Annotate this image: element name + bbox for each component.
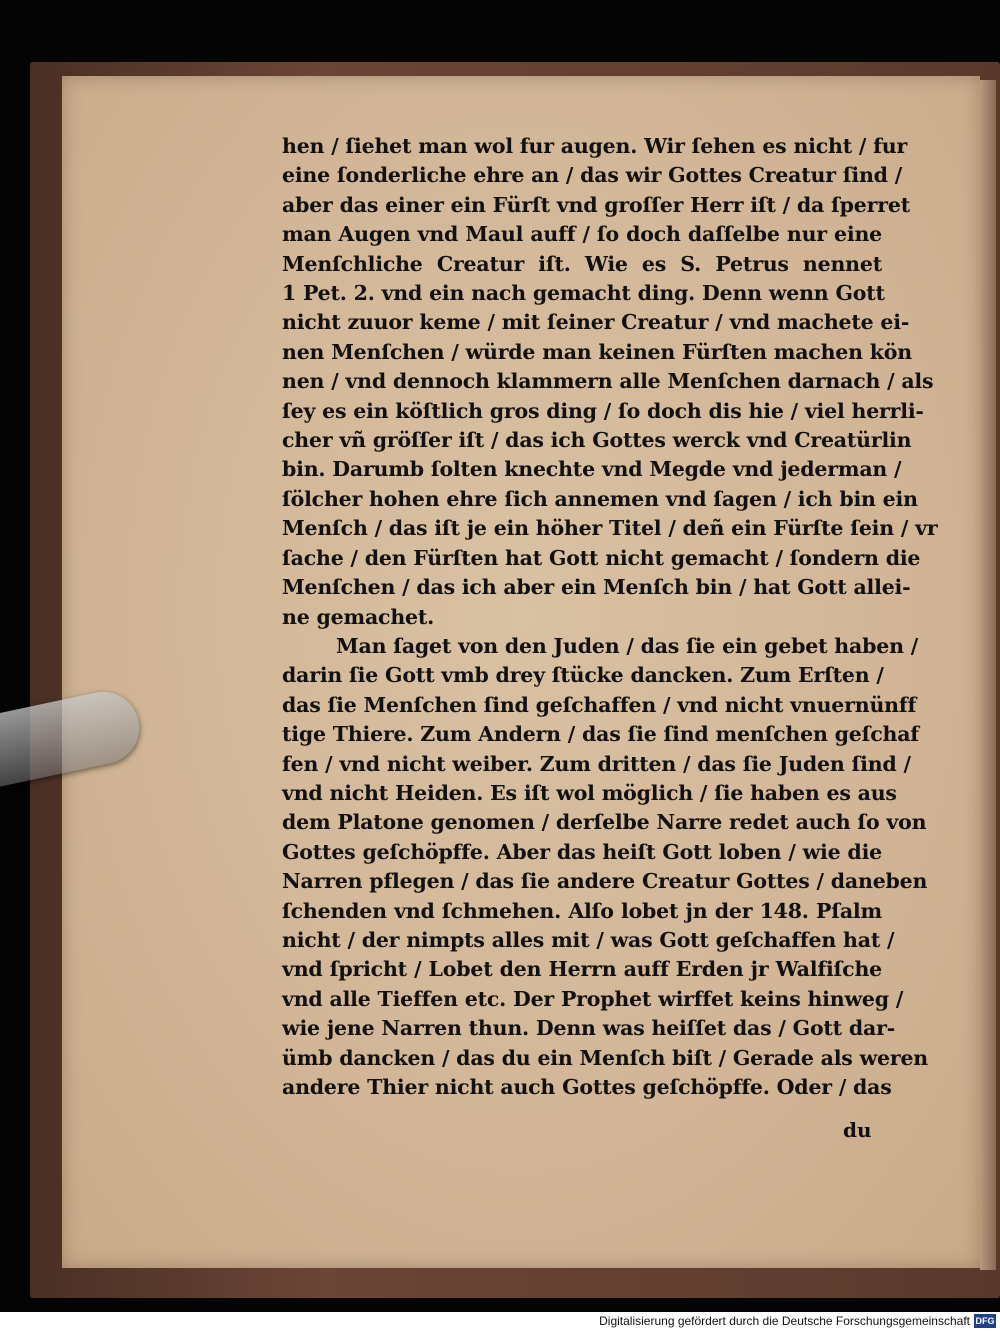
page-text [282, 132, 938, 1102]
text-line: fen / vnd nicht weiber. Zum dritten / das ſie Juden ſind / [282, 751, 911, 776]
text-line: ſey es ein köſtlich gros ding / ſo doch dis hie / viel herrli- [282, 398, 924, 423]
text-line: Menſchliche Creatur iſt. Wie es S. Petrus nennet [282, 251, 882, 276]
text-line: cher vñ gröſſer iſt / das ich Gottes werck vnd Creatürlin [282, 428, 912, 453]
text-line: Narren pflegen / das ſie andere Creatur Gottes / daneben [282, 869, 928, 894]
text-line: ſölcher hohen ehre ſich annemen vnd ſagen / ich bin ein [282, 486, 918, 511]
text-line: Gottes geſchöpffe. Aber das heiſt Gott loben / wie die [282, 839, 882, 864]
text-line: ümb dancken / das du ein Menſch biſt / Gerade als weren [282, 1045, 929, 1070]
paragraph-start-line: Man ſaget von den Juden / das ſie ein gebet haben / [336, 633, 918, 658]
text-line: dem Platone genomen / derſelbe Narre redet auch ſo von [282, 810, 927, 835]
text-line: vnd nicht Heiden. Es iſt wol möglich / ſie haben es aus [282, 780, 897, 805]
text-line: eine ſonderliche ehre an / das wir Gottes Creatur ſind / [282, 163, 903, 188]
text-line: ſchenden vnd ſchmehen. Alſo lobet jn der 148. Pſalm [282, 898, 882, 923]
page-edge [980, 80, 996, 1270]
funding-credit: Digitalisierung gefördert durch die Deutsche Forschungsgemeinschaft [599, 1314, 970, 1328]
text-line: aber das einer ein Fürſt vnd groſſer Herr iſt / da ſperret [282, 192, 910, 217]
text-line: andere Thier nicht auch Gottes geſchöpffe. Oder / das [282, 1075, 892, 1099]
text-line: ſache / den Fürſten hat Gott nicht gemacht / ſondern die [282, 545, 921, 570]
text-line: wie jene Narren thun. Denn was heiſſet das / Gott dar- [282, 1016, 896, 1041]
text-line: nen Menſchen / würde man keinen Fürſten machen kön [282, 339, 912, 364]
text-line: vnd ſpricht / Lobet den Herrn auff Erden jr Walfiſche [282, 957, 882, 982]
text-line: Menſchen / das ich aber ein Menſch bin / hat Gott allei- [282, 575, 911, 600]
text-line: ne gemachet. [282, 604, 435, 629]
text-line: bin. Darumb ſolten knechte vnd Megde vnd jederman / [282, 457, 902, 482]
text-line: das ſie Menſchen ſind geſchaffen / vnd nicht vnuernünff [282, 692, 917, 717]
text-line: vnd alle Tieffen etc. Der Prophet wirffet keins hinweg / [282, 986, 904, 1011]
text-line: Menſch / das iſt je ein höher Titel / deñ ein Fürſte ſein / vr [282, 516, 938, 541]
text-line: nen / vnd dennoch klammern alle Menſchen darnach / als [282, 369, 934, 394]
text-line: 1 Pet. 2. vnd ein nach gemacht ding. Denn wenn Gott [282, 281, 885, 306]
text-line: nicht zuuor keme / mit ſeiner Creatur / vnd machete ei- [282, 310, 910, 335]
text-line: tige Thiere. Zum Andern / das ſie ſind menſchen geſchaf [282, 722, 919, 747]
text-line: nicht / der nimpts alles mit / was Gott geſchaffen hat / [282, 927, 895, 952]
text-line: man Augen vnd Maul auff / ſo doch daſſelbe nur eine [282, 222, 882, 247]
text-line: hen / ſiehet man wol fur augen. Wir ſehen es nicht / fur [282, 134, 908, 158]
text-line: darin ſie Gott vmb drey ſtücke dancken. Zum Erſten / [282, 663, 884, 688]
catchword: du [843, 1118, 872, 1142]
dfg-logo: DFG [975, 1316, 995, 1326]
